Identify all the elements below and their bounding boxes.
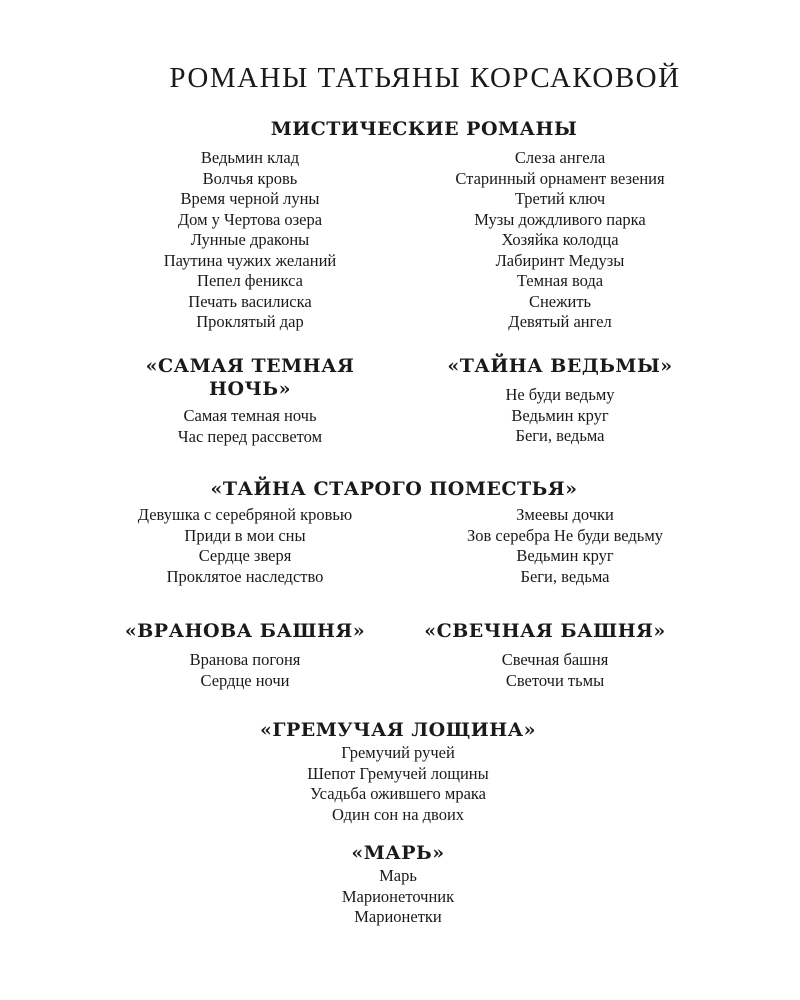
- book-title: Сердце ночи: [200, 670, 290, 690]
- book-title: Снежить: [528, 291, 592, 311]
- section-heading-gremuchaya: «ГРЕМУЧАЯ ЛОЩИНА»: [259, 719, 537, 741]
- book-title: Слеза ангела: [514, 148, 606, 167]
- raven-tower-list: [100, 650, 390, 691]
- book-title: Один сон на двоих: [331, 804, 465, 824]
- book-title: Музы дождливого парка: [474, 209, 646, 229]
- old-estate-right-list: [410, 505, 720, 587]
- book-title: Старинный орнамент везения: [455, 168, 665, 188]
- book-title: Пепел феникса: [197, 271, 303, 290]
- book-title: Усадьба ожившего мрака: [309, 784, 487, 803]
- book-title: Печать василиска: [188, 291, 312, 311]
- book-title: Марь: [379, 866, 417, 885]
- section-heading-raven-tower: «ВРАНОВА БАШНЯ»: [124, 620, 366, 642]
- mystic-left-list: [100, 148, 400, 333]
- book-title: Свечная башня: [501, 650, 609, 669]
- book-title: Проклятое наследство: [166, 566, 324, 586]
- book-title: Марионеточник: [341, 886, 455, 906]
- book-title: Гремучий ручей: [341, 743, 455, 762]
- mar-list: [298, 866, 498, 928]
- witch-secret-list: [410, 385, 710, 447]
- book-title: Девятый ангел: [508, 312, 612, 331]
- book-title: Паутина чужих желаний: [163, 250, 337, 270]
- book-title: Беги, ведьма: [515, 426, 605, 445]
- book-title: Волчья кровь: [202, 168, 298, 188]
- book-title: Зов серебра Не буди ведьму: [466, 525, 664, 545]
- gremuchaya-list: [248, 743, 548, 825]
- book-title: Третий ключ: [514, 189, 606, 208]
- book-title: Светочи тьмы: [505, 670, 605, 690]
- candle-tower-list: [410, 650, 700, 691]
- section-heading-mystic: МИСТИЧЕСКИЕ РОМАНЫ: [270, 118, 578, 140]
- book-title: Время черной луны: [180, 189, 320, 208]
- book-title: Темная вода: [516, 271, 604, 290]
- book-title: Час перед рассветом: [177, 426, 323, 446]
- book-title: Беги, ведьма: [520, 566, 610, 586]
- book-title: Сердце зверя: [198, 546, 292, 565]
- book-title: Дом у Чертова озера: [177, 209, 323, 229]
- book-title: Не буди ведьму: [505, 385, 615, 404]
- book-title: Приди в мои сны: [184, 525, 306, 545]
- section-heading-darkest-night: [100, 355, 400, 401]
- heading-line: НОЧЬ»: [209, 378, 291, 400]
- section-heading-mar: «МАРЬ»: [351, 842, 445, 864]
- book-title: Ведьмин круг: [516, 546, 614, 565]
- book-title: Лунные драконы: [190, 230, 310, 249]
- section-heading-witch-secret: «ТАЙНА ВЕДЬМЫ»: [447, 355, 673, 377]
- book-title: Змеевы дочки: [516, 505, 614, 524]
- book-title: Проклятый дар: [196, 312, 304, 331]
- book-title: Девушка с серебряной кровью: [137, 505, 353, 524]
- section-heading-old-estate: «ТАЙНА СТАРОГО ПОМЕСТЬЯ»: [210, 478, 578, 500]
- page-title: РОМАНЫ ТАТЬЯНЫ КОРСАКОВОЙ: [169, 62, 681, 94]
- mystic-right-list: [410, 148, 710, 333]
- section-heading-candle-tower: «СВЕЧНАЯ БАШНЯ»: [424, 620, 666, 642]
- book-title: Хозяйка колодца: [501, 230, 619, 249]
- book-title: Лабиринт Медузы: [495, 250, 625, 270]
- book-title: Ведьмин клад: [200, 148, 300, 167]
- book-title: Ведьмин круг: [511, 405, 609, 425]
- heading-line: «САМАЯ ТЕМНАЯ: [145, 355, 355, 377]
- darkest-night-list: [100, 406, 400, 447]
- old-estate-left-list: [90, 505, 400, 587]
- book-title: Марионетки: [354, 907, 442, 926]
- book-title: Вранова погоня: [189, 650, 301, 669]
- book-title: Самая темная ночь: [183, 406, 317, 425]
- book-title: Шепот Гремучей лощины: [307, 763, 489, 783]
